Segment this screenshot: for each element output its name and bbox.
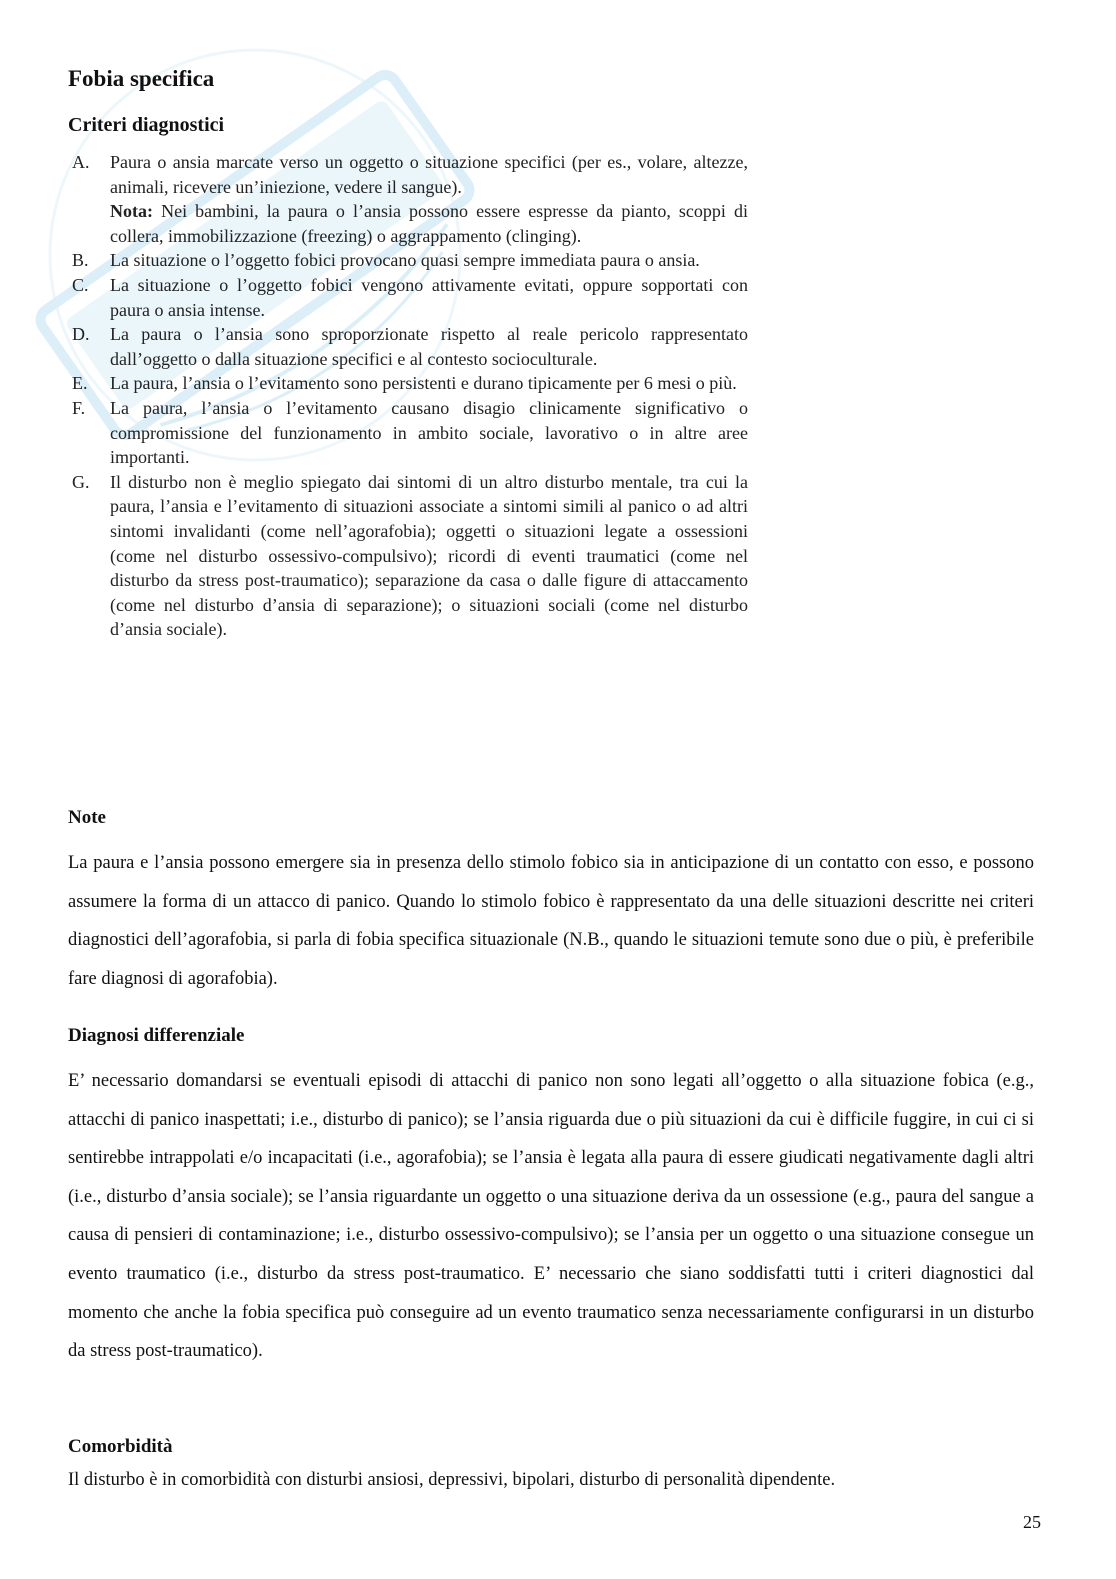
criterion-text: Il disturbo non è meglio spiegato dai sintomi di un altro disturbo mentale, tra cui la paura, l’ansia e l’evitamento di situazioni associate a sintomi simili al panico o ad altri sintomi invalidanti (come nell’agorafobia); oggetti o situazioni legate a ossessioni (come nel disturbo ossessivo-compulsivo); ricordi di eventi traumatici (come nel disturbo da stress post-traumatico); separazione da casa o dalle figure di attaccamento (come nel disturbo d’ansia di separazione); o situazioni sociali (come nel disturbo d’ansia sociale). — [110, 471, 748, 640]
criterion-c — [72, 273, 748, 322]
diagnosi-paragraph: E’ necessario domandarsi se eventuali episodi di attacchi di panico non sono legati all’oggetto o alla situazione fobica (e.g., attacchi di panico inaspettati; i.e., disturbo di panico); se l’ansia riguarda due o più situazioni da cui è difficile fuggire, in cui ci si sentirebbe intrappolati e/o incapacitati (i.e., agorafobia); se l’ansia è legata alla paura di essere giudicati negativamente dagli altri (i.e., disturbo d’ansia sociale); se l’ansia riguardante un oggetto o una situazione deriva da un ossessione (e.g., paura del sangue a causa di pensieri di contaminazione; i.e., disturbo ossessivo-compulsivo); se l’ansia per un oggetto o una situazione consegue un evento traumatico (i.e., disturbo da stress post-traumatico. E’ necessario che siano soddisfatti tutti i criteri diagnostici dal momento che anche la fobia specifica può conseguire ad un evento traumatico senza necessariamente configurarsi in un disturbo da stress post-traumatico). — [68, 1071, 1034, 1362]
criterion-letter: C. — [72, 274, 89, 295]
diagnosi-section — [68, 1024, 1034, 1371]
criterion-letter: D. — [72, 324, 90, 345]
criteria-list — [72, 150, 748, 642]
criterion-text: La situazione o l’oggetto fobici vengono attivamente evitati, oppure sopportati con paura o ansia intense. — [110, 274, 748, 320]
comorbidita-section — [68, 1435, 1034, 1500]
note-section — [68, 806, 1034, 998]
criterion-f — [72, 396, 748, 470]
note-heading: Note — [68, 807, 106, 828]
comorbidita-paragraph: Il disturbo è in comorbidità con disturbi ansiosi, depressivi, bipolari, disturbo di personalità dipendente. — [68, 1470, 836, 1490]
criteria-heading: Criteri diagnostici — [68, 114, 225, 136]
criterion-letter: A. — [72, 152, 90, 172]
criterion-text: La paura o l’ansia sono sproporzionate rispetto al reale pericolo rappresentato dall’oggetto o dalla situazione specifici e al contesto socioculturale. — [110, 324, 748, 369]
criterion-g — [72, 470, 748, 642]
criterion-letter: B. — [72, 250, 89, 271]
criterion-text: La paura, l’ansia o l’evitamento causano disagio clinicamente significativo o compromissione del funzionamento in ambito sociale, lavorativo o in altre aree importanti. — [110, 397, 748, 468]
criterion-letter: E. — [72, 373, 88, 394]
note-paragraph: La paura e l’ansia possono emergere sia in presenza dello stimolo fobico sia in anticipazione di un contatto con esso, e possono assumere la forma di un attacco di panico. Quando lo stimolo fobico è rappresentato da una delle situazioni descritte nei criteri diagnostici dell’agorafobia, si parla di fobia specifica situazionale (N.B., quando le situazioni temute sono due o più, è preferibile fare diagnosi di agorafobia). — [68, 853, 1034, 989]
criterion-e — [72, 371, 748, 396]
note-text: Nei bambini, la paura o l’ansia possono essere espresse da pianto, scoppi di collera, immobilizzazione (freezing) o aggrappamento (clinging). — [110, 201, 748, 246]
criterion-text: La paura, l’ansia o l’evitamento sono persistenti e durano tipicamente per 6 mesi o più. — [110, 373, 737, 394]
criterion-b — [72, 248, 748, 273]
criterion-a — [72, 150, 748, 248]
criterion-d — [72, 322, 748, 371]
criterion-text: Paura o ansia marcate verso un oggetto o situazione specifici (per es., volare, altezze, animali, ricevere un’iniezione, vedere il sangue). — [110, 152, 748, 197]
criterion-letter: G. — [72, 471, 90, 492]
page-title: Fobia specifica — [68, 66, 215, 91]
criterion-note — [110, 199, 748, 248]
criterion-letter: F. — [72, 397, 86, 418]
comorbidita-heading: Comorbidità — [68, 1436, 173, 1457]
criterion-text: La situazione o l’oggetto fobici provocano quasi sempre immediata paura o ansia. — [110, 250, 700, 271]
diagnosi-heading: Diagnosi differenziale — [68, 1025, 245, 1046]
note-label: Nota: — [110, 201, 153, 222]
page-number: 25 — [1023, 1512, 1041, 1532]
